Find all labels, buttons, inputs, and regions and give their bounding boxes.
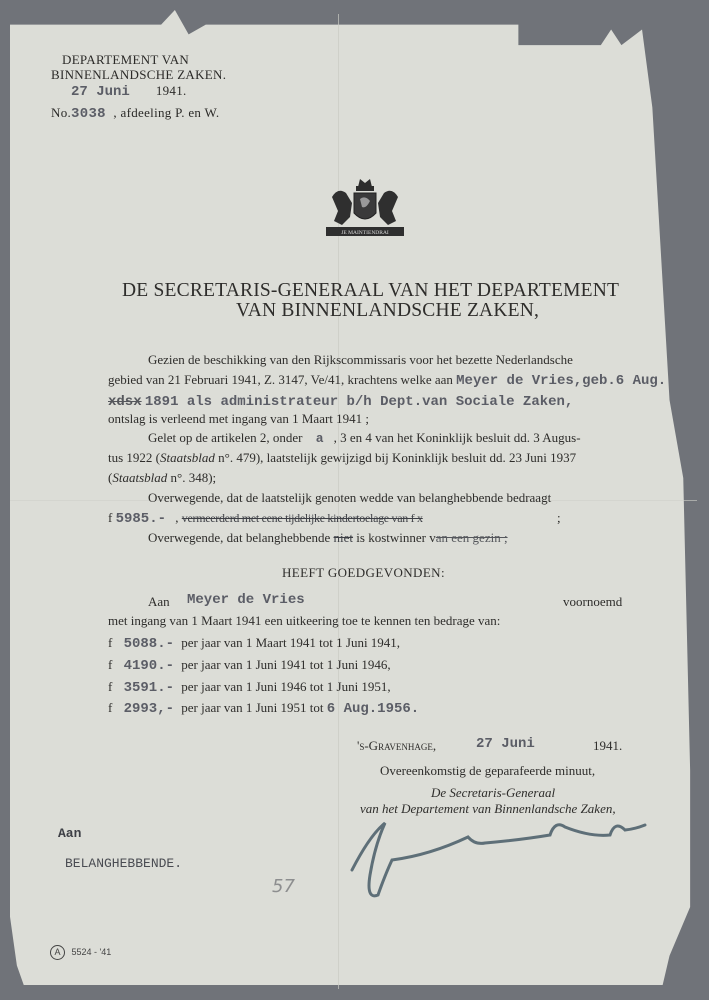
gelet-line2 <box>108 450 576 466</box>
typed-end-date: 6 Aug.1956. <box>326 701 420 717</box>
typed-amount: 4190.- <box>123 658 175 674</box>
payment-row <box>108 700 419 717</box>
payment-period: per jaar van 1 Juni 1951 tot <box>181 700 324 715</box>
typed-occupation: 1891 als administrateur b/h Dept.van Sociale Zaken, <box>144 394 574 410</box>
gelet-line2-a: tus 1922 ( <box>108 450 160 465</box>
typed-amount: 5088.- <box>123 636 175 652</box>
place: 's-Gravenhage, <box>357 738 437 753</box>
letterhead-number <box>51 105 219 122</box>
struck-text: xdsx <box>108 394 142 410</box>
struck-niet: niet <box>333 530 354 545</box>
payment-period: per jaar van 1 Juni 1946 tot 1 Juni 1951, <box>181 679 391 694</box>
struck-kindertoelage: vermeerderd met eene tijdelijke kindertoelage van f x <box>181 511 423 525</box>
currency-f: f <box>108 700 113 715</box>
voornoemd: voornoemd <box>563 594 623 609</box>
royal-coat-of-arms-icon <box>320 175 410 245</box>
overwegende2-text-b: is kostwinner v <box>356 530 436 545</box>
payment-row <box>108 657 391 674</box>
recipient-name: BELANGHEBBENDE. <box>65 856 183 871</box>
heeft-goedgevonden: HEEFT GOEDGEVONDEN: <box>282 565 445 580</box>
payment-row <box>108 679 391 696</box>
number-label: No. <box>51 105 72 120</box>
letterhead-date <box>71 82 187 100</box>
title-line1: DE SECRETARIS-GENERAAL VAN HET DEPARTEMENT <box>122 280 620 301</box>
closing-line1: Overeenkomstig de geparafeerde minuut, <box>380 763 596 778</box>
typed-name: Meyer de Vries,geb.6 Aug. <box>456 373 667 389</box>
typed-a: a <box>315 431 324 446</box>
gelet-line2-b: n°. 479), laatstelijk gewijzigd bij Koninklijk besluit dd. 23 Juni 1937 <box>214 450 577 465</box>
struck-gezin: an een gezin ; <box>435 530 508 545</box>
gelet-line3-b: n°. 348); <box>167 470 217 485</box>
title-line2: VAN BINNENLANDSCHE ZAKEN, <box>236 300 540 321</box>
gelet-line3 <box>108 470 216 486</box>
signature <box>350 815 650 915</box>
letterhead-year: 1941. <box>155 83 187 98</box>
gelet-text-a: Gelet op de artikelen 2, onder <box>148 430 303 445</box>
overwegende2-line <box>148 530 508 546</box>
print-code-text: 5524 - '41 <box>71 946 112 957</box>
afdeeling: , afdeeling P. en W. <box>113 105 220 120</box>
typed-number: 3038 <box>71 106 106 122</box>
gezien-line3 <box>108 393 573 410</box>
staatsblad-italic: Staatsblad <box>160 450 215 465</box>
overwegende2-text-a: Overwegende, dat belanghebbende <box>148 530 331 545</box>
payment-period: per jaar van 1 Maart 1941 tot 1 Juni 1941, <box>181 635 401 650</box>
printer-mark-icon: A <box>50 945 65 960</box>
uitkeering-intro: met ingang van 1 Maart 1941 een uitkeering toe te kennen ten bedrage van: <box>108 613 501 628</box>
sign-year: 1941. <box>593 738 623 753</box>
print-code <box>50 945 111 960</box>
pencil-note: 57 <box>272 876 295 897</box>
gezien-line1: Gezien de beschikking van den Rijkscommissaris voor het bezette Nederlandsche <box>148 352 573 367</box>
currency-f: f <box>108 635 113 650</box>
typed-recipient-name: Meyer de Vries <box>187 592 305 608</box>
letterhead-line2: BINNENLANDSCHE ZAKEN. <box>51 67 227 82</box>
payment-row <box>108 635 400 652</box>
recipient-aan: Aan <box>58 826 82 841</box>
semicolon: ; <box>557 510 561 525</box>
gelet-text-b: , 3 en 4 van het Koninklijk besluit dd. 3 Augus- <box>333 430 581 445</box>
typed-amount: 2993,- <box>123 701 175 717</box>
letterhead-line1: DEPARTEMENT VAN <box>62 52 190 67</box>
payment-period: per jaar van 1 Juni 1941 tot 1 Juni 1946, <box>181 657 391 672</box>
gelet-line1 <box>148 430 581 446</box>
overwegende1-line2 <box>108 510 423 527</box>
typed-date: 27 Juni <box>71 84 130 100</box>
staatsblad-italic: Staatsblad <box>112 470 168 485</box>
aan-label: Aan <box>148 594 170 609</box>
closing-line2: De Secretaris-Generaal <box>431 785 556 800</box>
gezien-line2 <box>108 372 666 389</box>
typed-salary: 5985.- <box>115 511 167 527</box>
crest-motto: JE MAINTIENDRAI <box>341 230 389 236</box>
currency-f: f <box>108 657 113 672</box>
gezien-line2-text: gebied van 21 Februari 1941, Z. 3147, Ve/41, krachtens welke aan <box>108 372 453 387</box>
comma: , <box>175 510 179 525</box>
typed-amount: 3591.- <box>123 680 175 696</box>
currency-f: f <box>108 510 113 525</box>
overwegende1-line1: Overwegende, dat de laatstelijk genoten wedde van belanghebbende bedraagt <box>148 490 552 505</box>
gelet-line3-a: ( <box>108 470 113 485</box>
typed-sign-date: 27 Juni <box>476 736 535 752</box>
currency-f: f <box>108 679 113 694</box>
closing-line3: van het Departement van Binnenlandsche Zaken, <box>360 801 616 816</box>
gezien-line4: ontslag is verleend met ingang van 1 Maart 1941 ; <box>108 411 370 426</box>
